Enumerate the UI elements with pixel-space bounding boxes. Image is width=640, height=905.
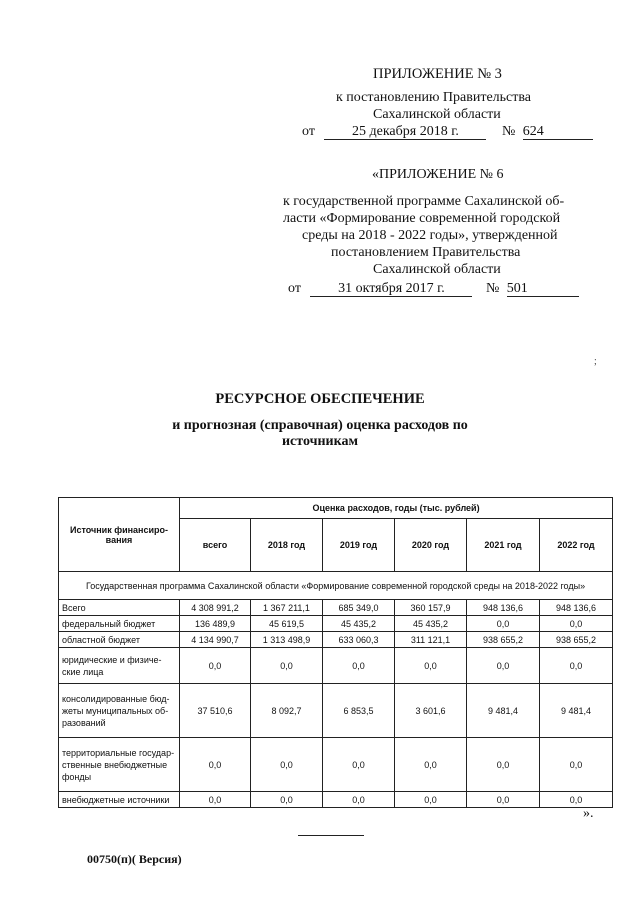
cell-value: 1 313 498,9 <box>251 632 323 648</box>
program-appendix-line-4: постановлением Правительства <box>331 245 521 260</box>
row-source: областной бюджет <box>59 632 180 648</box>
table-row <box>59 684 613 738</box>
resource-table <box>58 497 613 808</box>
cell-value: 1 367 211,1 <box>251 600 323 616</box>
table-row <box>59 648 613 684</box>
heading-subtitle-line-1: и прогнозная (справочная) оценка расходов по <box>172 418 468 433</box>
cell-value: 0,0 <box>395 648 467 684</box>
estimate-header: Оценка расходов, годы (тыс. рублей) <box>180 498 613 519</box>
cell-value: 0,0 <box>251 792 323 808</box>
cell-value: 360 157,9 <box>395 600 467 616</box>
cell-value: 633 060,3 <box>323 632 395 648</box>
cell-value: 37 510,6 <box>180 684 251 738</box>
cell-value: 6 853,5 <box>323 684 395 738</box>
row-source: территориальные государ-ственные внебюджетные фонды <box>59 738 180 792</box>
cell-value: 0,0 <box>540 616 613 632</box>
cell-value: 948 136,6 <box>467 600 540 616</box>
column-header: 2021 год <box>467 519 540 572</box>
program-appendix-line-5: Сахалинской области <box>373 262 501 277</box>
cell-value: 0,0 <box>540 792 613 808</box>
heading-title: РЕСУРСНОЕ ОБЕСПЕЧЕНИЕ <box>215 391 425 407</box>
cell-value: 45 435,2 <box>395 616 467 632</box>
cell-value: 0,0 <box>540 738 613 792</box>
table-row <box>59 616 613 632</box>
cell-value: 0,0 <box>323 648 395 684</box>
cell-value: 4 134 990,7 <box>180 632 251 648</box>
program-appendix-line-3: среды на 2018 - 2022 годы», утвержденной <box>302 228 558 243</box>
cell-value: 9 481,4 <box>467 684 540 738</box>
program-row: Государственная программа Сахалинской области «Формирование современной городской среды на 2018-2022 годы» <box>59 572 613 600</box>
program-appendix-date: 31 октября 2017 г. <box>310 281 472 297</box>
footer-divider <box>298 835 364 836</box>
cell-value: 136 489,9 <box>180 616 251 632</box>
column-header: 2020 год <box>395 519 467 572</box>
cell-value: 0,0 <box>540 648 613 684</box>
appendix-title: ПРИЛОЖЕНИЕ № 3 <box>373 66 502 82</box>
appendix-number: 624 <box>523 124 593 140</box>
cell-value: 0,0 <box>467 792 540 808</box>
cell-value: 8 092,7 <box>251 684 323 738</box>
column-header: 2019 год <box>323 519 395 572</box>
appendix-date: 25 декабря 2018 г. <box>324 124 486 140</box>
cell-value: 0,0 <box>180 738 251 792</box>
cell-value: 0,0 <box>323 738 395 792</box>
cell-value: 0,0 <box>323 792 395 808</box>
cell-value: 0,0 <box>180 792 251 808</box>
cell-value: 0,0 <box>467 738 540 792</box>
row-source: консолидированные бюд-жеты муниципальных об-разований <box>59 684 180 738</box>
cell-value: 685 349,0 <box>323 600 395 616</box>
appendix-line-1: к постановлению Правительства <box>336 90 532 105</box>
cell-value: 0,0 <box>467 616 540 632</box>
cell-value: 0,0 <box>395 792 467 808</box>
column-header: всего <box>180 519 251 572</box>
program-appendix-title: «ПРИЛОЖЕНИЕ № 6 <box>372 167 504 182</box>
cell-value: 0,0 <box>467 648 540 684</box>
heading-subtitle-line-2: источникам <box>281 434 359 449</box>
cell-value: 948 136,6 <box>540 600 613 616</box>
program-appendix-date-line <box>288 281 579 297</box>
source-header: Источник финансиро-вания <box>59 498 180 572</box>
appendix-date-line <box>302 124 593 140</box>
table-row <box>59 632 613 648</box>
closing-quote: ». <box>583 806 594 821</box>
cell-value: 0,0 <box>251 648 323 684</box>
program-appendix-from-label: от <box>288 281 301 296</box>
cell-value: 311 121,1 <box>395 632 467 648</box>
cell-value: 4 308 991,2 <box>180 600 251 616</box>
appendix-number-label: № <box>501 124 516 139</box>
version-stamp: 00750(п)( Версия) <box>87 852 182 866</box>
row-source: федеральный бюджет <box>59 616 180 632</box>
table-row <box>59 600 613 616</box>
program-appendix-number-label: № <box>485 281 500 296</box>
program-appendix-line-1: к государственной программе Сахалинской об- <box>283 194 565 209</box>
appendix-line-2: Сахалинской области <box>373 107 501 122</box>
cell-value: 9 481,4 <box>540 684 613 738</box>
row-source: Всего <box>59 600 180 616</box>
cell-value: 0,0 <box>251 738 323 792</box>
cell-value: 45 435,2 <box>323 616 395 632</box>
appendix-from-label: от <box>302 124 315 139</box>
row-source: юридические и физиче-ские лица <box>59 648 180 684</box>
program-appendix-number: 501 <box>507 281 579 297</box>
table-row <box>59 738 613 792</box>
program-appendix-line-2: ласти «Формирование современной городской <box>283 211 561 226</box>
cell-value: 3 601,6 <box>395 684 467 738</box>
cell-value: 938 655,2 <box>467 632 540 648</box>
cell-value: 0,0 <box>395 738 467 792</box>
column-header: 2022 год <box>540 519 613 572</box>
column-header: 2018 год <box>251 519 323 572</box>
table-row <box>59 792 613 808</box>
cell-value: 0,0 <box>180 648 251 684</box>
row-source: внебюджетные источники <box>59 792 180 808</box>
cell-value: 45 619,5 <box>251 616 323 632</box>
cell-value: 938 655,2 <box>540 632 613 648</box>
stray-mark: ; <box>594 356 597 367</box>
